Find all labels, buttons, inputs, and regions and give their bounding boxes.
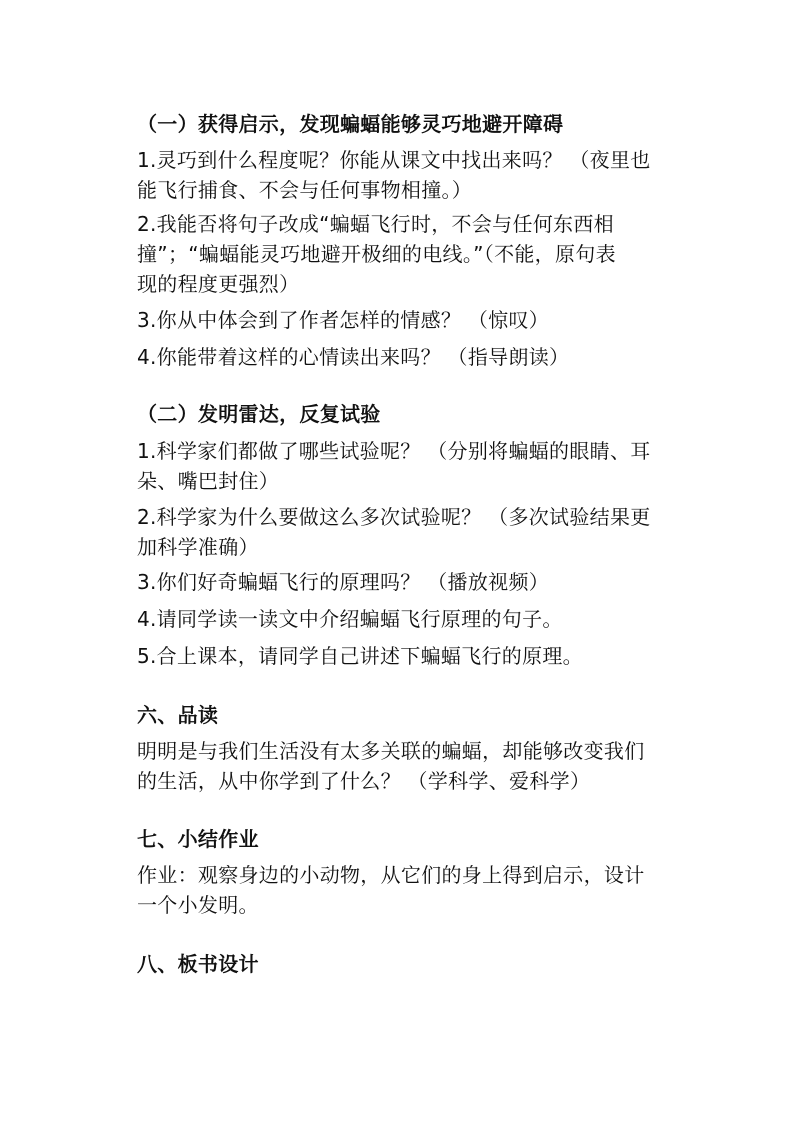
section-heading-1: （一）获得启示，发现蝙蝠能够灵巧地避开障碍 bbox=[137, 112, 564, 136]
s2-question-1-line-2: 朵、嘴巴封住） bbox=[137, 469, 280, 493]
question-2-line-1: 2.我能否将句子改成“蝙蝠飞行时，不会与任何东西相 bbox=[137, 212, 614, 236]
section-6-line-1: 明明是与我们生活没有太多关联的蝙蝠，却能够改变我们 bbox=[137, 739, 645, 763]
section-heading-6: 六、品读 bbox=[137, 703, 219, 727]
s2-question-4: 4.请同学读一读文中介绍蝙蝠飞行原理的句子。 bbox=[137, 607, 563, 631]
section-heading-2: （二）发明雷达，反复试验 bbox=[137, 402, 381, 426]
section-heading-8: 八、板书设计 bbox=[137, 952, 259, 976]
question-1-line-2: 能飞行捕食、不会与任何事物相撞。） bbox=[137, 178, 473, 202]
section-6-line-2: 的生活，从中你学到了什么？ （学科学、爱科学） bbox=[137, 769, 591, 793]
s2-question-2-line-2: 加科学准确） bbox=[137, 535, 259, 559]
s2-question-1-line-1: 1.科学家们都做了哪些试验呢？ （分别将蝙蝠的眼睛、耳 bbox=[137, 439, 651, 463]
question-3: 3.你从中体会到了作者怎样的情感？ （惊叹） bbox=[137, 308, 550, 332]
section-7-line-1: 作业：观察身边的小动物，从它们的身上得到启示，设计 bbox=[137, 863, 645, 887]
section-heading-7: 七、小结作业 bbox=[137, 827, 259, 851]
s2-question-3: 3.你们好奇蝙蝠飞行的原理吗？ （播放视频） bbox=[137, 570, 550, 594]
s2-question-5: 5.合上课本，请同学自己讲述下蝙蝠飞行的原理。 bbox=[137, 644, 583, 668]
question-1-line-1: 1.灵巧到什么程度呢？你能从课文中找出来吗？ （夜里也 bbox=[137, 148, 651, 172]
section-7-line-2: 一个小发明。 bbox=[137, 893, 259, 917]
question-4: 4.你能带着这样的心情读出来吗？ （指导朗读） bbox=[137, 345, 570, 369]
question-2-line-3: 现的程度更强烈） bbox=[137, 272, 300, 296]
s2-question-2-line-1: 2.科学家为什么要做这么多次试验呢？ （多次试验结果更 bbox=[137, 505, 651, 529]
question-2-line-2: 撞”；“蝙蝠能灵巧地避开极细的电线。”（不能，原句表 bbox=[137, 242, 616, 266]
